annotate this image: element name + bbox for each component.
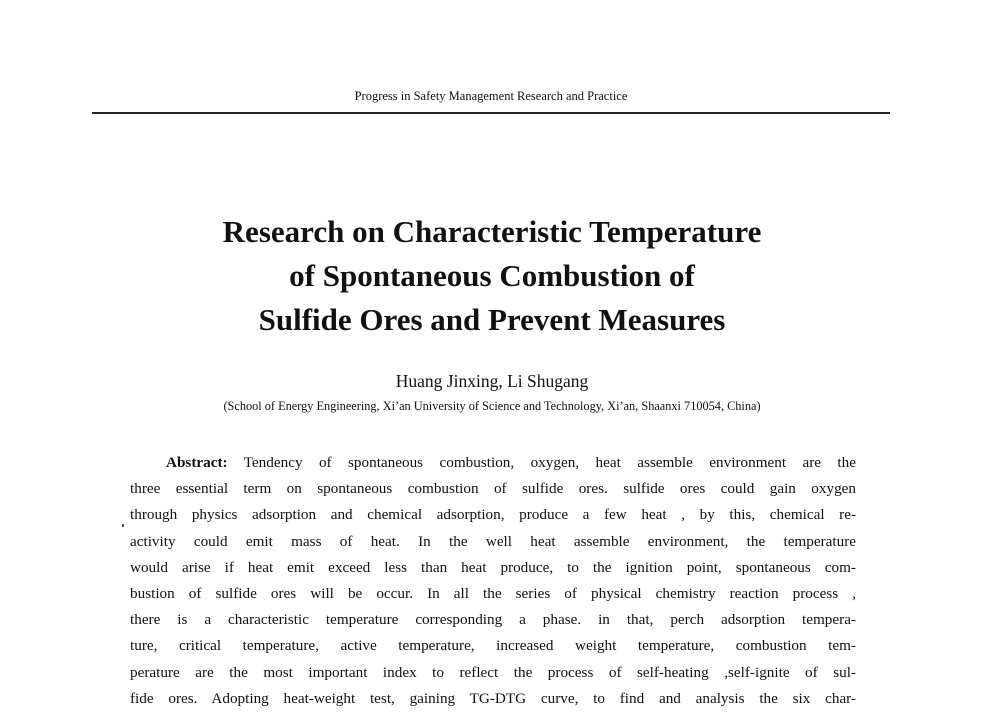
abstract-label: Abstract: — [166, 454, 228, 471]
header-rule — [92, 112, 890, 114]
affiliation: (School of Energy Engineering, Xi’an University of Science and Technology, Xi’an, Shaanxi 710054, China) — [223, 399, 761, 413]
abstract-line: through physics adsorption and chemical adsorption, produce a few heat , by this, chemical re- — [130, 506, 856, 524]
abstract-line: ture, critical temperature, active temperature, increased weight temperature, combustion tem- — [130, 637, 856, 655]
abstract-line: Abstract: Tendency of spontaneous combustion, oxygen, heat assemble environment are the — [166, 454, 856, 471]
abstract-line: fide ores. Adopting heat-weight test, gaining TG-DTG curve, to find and analysis the six char- — [130, 689, 856, 707]
abstract-line: perature are the most important index to reflect the process of self-heating ,self-ignite of sul- — [130, 663, 856, 681]
title-line: Sulfide Ores and Prevent Measures — [258, 302, 726, 337]
running-head: Progress in Safety Management Research and Practice — [354, 89, 628, 103]
abstract-line: bustion of sulfide ores will be occur. In all the series of physical chemistry reaction process , — [130, 585, 856, 603]
abstract-line: would arise if heat emit exceed less than heat produce, to the ignition point, spontaneous com- — [130, 558, 856, 576]
authors: Huang Jinxing, Li Shugang — [395, 371, 589, 391]
paper-title — [92, 210, 892, 342]
abstract — [130, 450, 856, 712]
title-line: of Spontaneous Combustion of — [289, 258, 695, 293]
abstract-line: three essential term on spontaneous combustion of sulfide ores. sulfide ores could gain oxygen — [130, 480, 856, 498]
title-line: Research on Characteristic Temperature — [222, 214, 762, 249]
abstract-line: activity could emit mass of heat. In the well heat assemble environment, the temperature — [130, 532, 856, 550]
abstract-line: there is a characteristic temperature corresponding a phase. in that, perch adsorption tempera- — [130, 611, 856, 629]
scan-speck — [122, 524, 124, 527]
